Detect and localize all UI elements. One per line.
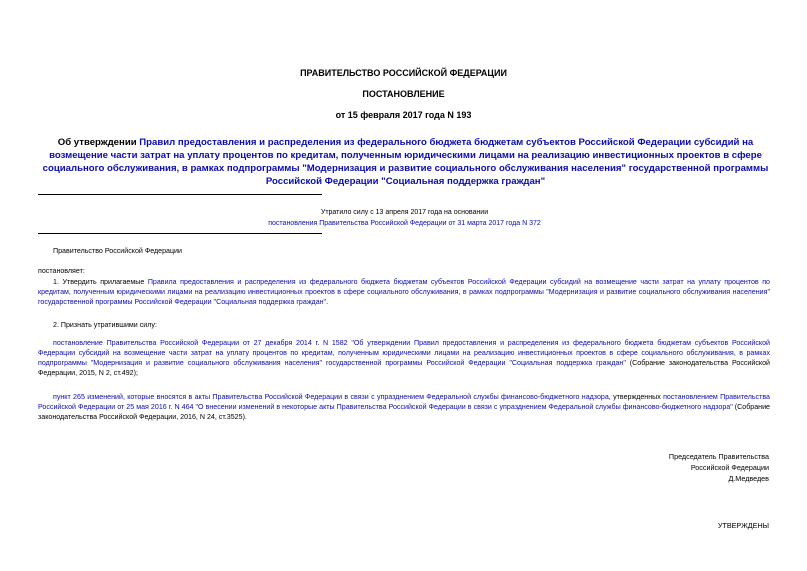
item-2-paragraph: 2. Признать утратившими силу:: [53, 321, 157, 329]
signature-name: Д.Медведев: [728, 474, 769, 483]
item-2b-suffix: (Собрание законодательства Российской Федерации, 2016, N 24, ст.3525).: [38, 403, 770, 421]
signature-title: Председатель Правительства: [668, 452, 769, 461]
signature-block: [569, 451, 769, 484]
item-2a-suffix: (Собрание законодательства Российской Федерации, 2015, N 2, ст.492);: [38, 359, 770, 377]
item-1-suffix: .: [326, 298, 329, 306]
status-note: [262, 207, 547, 229]
item-1-rules-link[interactable]: Правила предоставления и распределения из федерального бюджета бюджетам субъектов Российской Федерации субсидий на возмещение части затрат на уплату процентов по кредитам, полученным юридическими лицами на реализацию инвестиционных проектов в сфере социального обслуживания, в рамках подпрограммы "Модернизация и развитие социального обслуживания населения" государственной программы Российской Федерации "Социальная поддержка граждан": [38, 278, 771, 306]
government-heading: ПРАВИТЕЛЬСТВО РОССИЙСКОЙ ФЕДЕРАЦИИ: [300, 68, 507, 78]
item-2b-resolution-link[interactable]: постановлением Правительства Российской Федерации от 25 мая 2016 г. N 464 "О внесении изменений в некоторые акты Правительства Российской Федерации в связи с упразднением Федеральной службы финансово-бюджетного надзора": [38, 393, 770, 411]
status-note-text: Утратило силу с 13 апреля 2017 года на основании: [320, 209, 489, 216]
document-title: [38, 136, 773, 188]
item-2b-paragraph: [38, 392, 770, 422]
item-1-prefix: 1. Утвердить прилагаемые: [53, 278, 148, 286]
signature-org: Российской Федерации: [690, 463, 769, 472]
document-type: ПОСТАНОВЛЕНИЕ: [362, 89, 445, 99]
item-2a-resolution-link[interactable]: постановление Правительства Российской Федерации от 27 декабря 2014 г. N 1582 "Об утверждении Правил предоставления и распределения из федерального бюджета бюджетам субъектов Российской Федерации субсидий на возмещение части затрат на уплату процентов по кредитам, полученным юридическими лицами на реализацию инвестиционных проектов в сфере социального обслуживания, в рамках подпрограммы "Модернизация и развитие социального обслуживания населения" государственной программы Российской Федерации "Социальная поддержка граждан": [38, 339, 770, 367]
document-date-number: от 15 февраля 2017 года N 193: [335, 110, 472, 120]
divider-bottom: [38, 233, 322, 234]
title-rules-link[interactable]: Правил предоставления и распределения из федерального бюджета бюджетам субъектов Российской Федерации субсидий на возмещение части затрат на уплату процентов по кредитам, полученным юридическими лицами на реализацию инвестиционных проектов в сфере социального обслуживания, в рамках подпрограммы "Модернизация и развитие социального обслуживания населения" государственной программы Российской Федерации "Социальная поддержка граждан": [42, 137, 769, 187]
status-note-link[interactable]: постановления Правительства Российской Федерации от 31 марта 2017 года N 372: [268, 220, 541, 227]
item-2b-changes-link[interactable]: пункт 265 изменений, которые вносятся в акты Правительства Российской Федерации в связи с упразднением Федеральной службы финансово-бюджетного надзора: [53, 393, 609, 401]
approved-label: УТВЕРЖДЕНЫ: [717, 521, 769, 530]
item-2b-middle: , утвержденных: [608, 393, 664, 401]
item-1-paragraph: [38, 277, 770, 307]
item-2a-paragraph: [38, 338, 770, 378]
title-prefix: Об утверждении: [57, 137, 140, 148]
resolves-paragraph: постановляет:: [38, 267, 85, 275]
divider-top: [38, 194, 322, 195]
intro-paragraph: Правительство Российской Федерации: [53, 247, 182, 255]
